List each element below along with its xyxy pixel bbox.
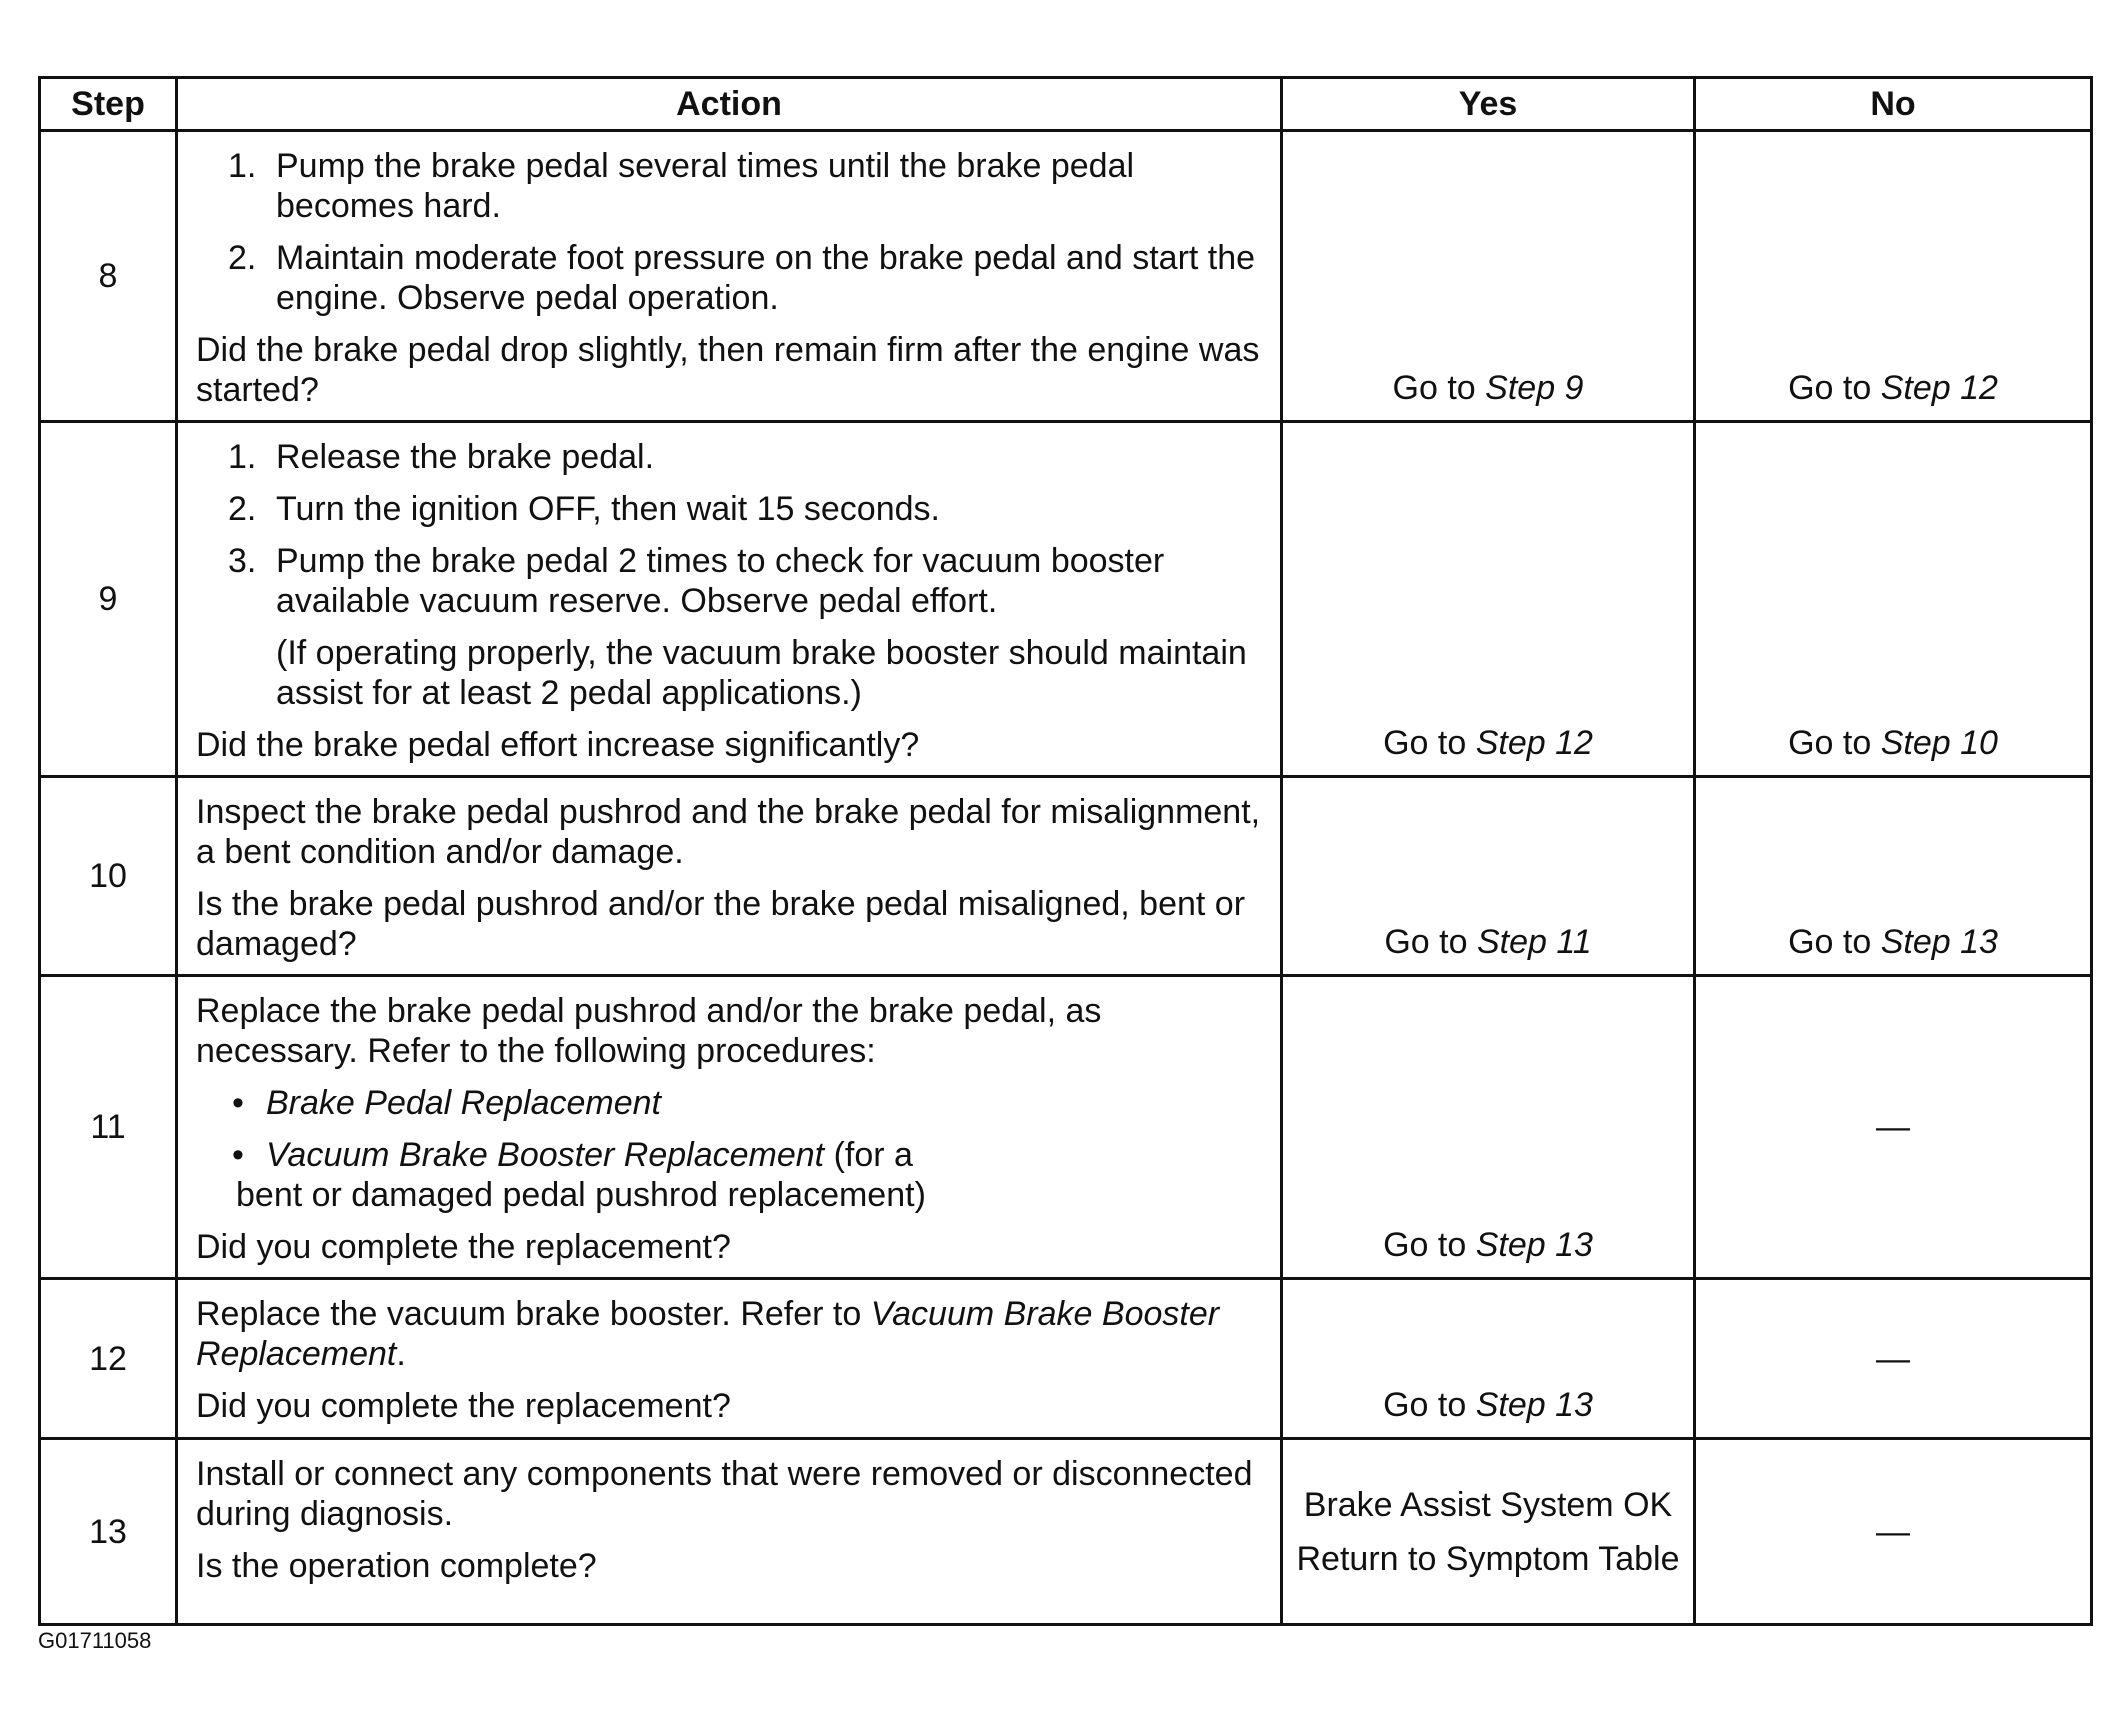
list-item: • Brake Pedal Replacement xyxy=(232,1084,662,1122)
step-reference: Step 12 xyxy=(1475,724,1593,762)
table-row xyxy=(40,131,2092,422)
action-cell xyxy=(177,976,1282,1279)
list-item: 1. Pump the brake pedal several times until the brake pedal becomes hard. xyxy=(228,147,1135,225)
yes-cell xyxy=(1282,1439,1695,1625)
step-number: 12 xyxy=(40,1279,177,1439)
no-cell: Go to Step 13 xyxy=(1695,777,2092,976)
action-cell xyxy=(177,777,1282,976)
step-reference: Step 13 xyxy=(1880,923,1998,961)
yes-cell: Go to Step 12 xyxy=(1282,422,1695,777)
yes-cell: Go to Step 13 xyxy=(1282,1279,1695,1439)
no-cell: — xyxy=(1695,976,2092,1279)
header-step: Step xyxy=(40,78,177,131)
result-text: Return to Symptom Table xyxy=(1296,1539,1680,1578)
question-text: Is the operation complete? xyxy=(196,1547,597,1585)
list-item: 2. Turn the ignition OFF, then wait 15 seconds. xyxy=(228,490,940,528)
note-text: (If operating properly, the vacuum brake booster should maintain assist for at least 2 pedal applications.) xyxy=(276,634,1247,712)
yes-cell: Go to Step 11 xyxy=(1282,777,1695,976)
action-cell xyxy=(177,422,1282,777)
header-no: No xyxy=(1695,78,2092,131)
no-cell: — xyxy=(1695,1279,2092,1439)
header-row xyxy=(40,78,2092,131)
action-cell xyxy=(177,1279,1282,1439)
procedure-reference: Brake Pedal Replacement xyxy=(266,1084,662,1122)
action-cell xyxy=(177,1439,1282,1625)
procedure-reference: Vacuum Brake Booster Replacement xyxy=(266,1136,825,1174)
question-text: Did you complete the replacement? xyxy=(196,1387,731,1425)
step-reference: Step 11 xyxy=(1476,923,1592,961)
action-cell xyxy=(177,131,1282,422)
list-item: 2. Maintain moderate foot pressure on the brake pedal and start the engine. Observe pedal operation. xyxy=(228,239,1256,317)
step-number: 10 xyxy=(40,777,177,976)
list-item: 1. Release the brake pedal. xyxy=(228,438,655,476)
step-reference: Step 13 xyxy=(1475,1386,1593,1424)
yes-cell: Go to Step 9 xyxy=(1282,131,1695,422)
result-text: Brake Assist System OK xyxy=(1303,1485,1673,1524)
step-reference: Step 12 xyxy=(1880,369,1998,407)
step-number: 9 xyxy=(40,422,177,777)
step-reference: Step 9 xyxy=(1485,369,1584,407)
table-row xyxy=(40,422,2092,777)
procedure-reference: Vacuum Brake Booster Replacement xyxy=(196,1295,1220,1373)
action-text: Replace the brake pedal pushrod and/or the brake pedal, as necessary. Refer to the following procedures: xyxy=(196,992,1102,1070)
action-text: Install or connect any components that were removed or disconnected during diagnosis. xyxy=(196,1455,1253,1533)
diagnostic-table xyxy=(38,76,2093,1626)
question-text: Is the brake pedal pushrod and/or the brake pedal misaligned, bent or damaged? xyxy=(196,885,1246,963)
question-text: Did the brake pedal effort increase significantly? xyxy=(196,726,920,764)
list-item: • Vacuum Brake Booster Replacement (for a bent or damaged pedal pushrod replacement) xyxy=(232,1136,926,1214)
header-action: Action xyxy=(177,78,1282,131)
step-reference: Step 13 xyxy=(1475,1226,1593,1264)
step-reference: Step 10 xyxy=(1880,724,1998,762)
list-item: 3. Pump the brake pedal 2 times to check for vacuum booster available vacuum reserve. Observe pedal effort. xyxy=(228,542,1165,620)
step-number: 11 xyxy=(40,976,177,1279)
header-yes: Yes xyxy=(1282,78,1695,131)
yes-cell: Go to Step 13 xyxy=(1282,976,1695,1279)
no-cell: Go to Step 12 xyxy=(1695,131,2092,422)
no-cell: Go to Step 10 xyxy=(1695,422,2092,777)
figure-id: G01711058 xyxy=(38,1628,152,1653)
question-text: Did the brake pedal drop slightly, then remain firm after the engine was started? xyxy=(196,331,1260,409)
table-row xyxy=(40,976,2092,1279)
action-text: Inspect the brake pedal pushrod and the brake pedal for misalignment, a bent condition and/or damage. xyxy=(196,793,1261,871)
question-text: Did you complete the replacement? xyxy=(196,1228,731,1266)
table-row xyxy=(40,1279,2092,1439)
table-row xyxy=(40,1439,2092,1625)
step-number: 13 xyxy=(40,1439,177,1625)
action-text: Replace the vacuum brake booster. Refer to Vacuum Brake Booster Replacement. xyxy=(196,1295,1220,1373)
step-number: 8 xyxy=(40,131,177,422)
no-cell: — xyxy=(1695,1439,2092,1625)
table-row xyxy=(40,777,2092,976)
